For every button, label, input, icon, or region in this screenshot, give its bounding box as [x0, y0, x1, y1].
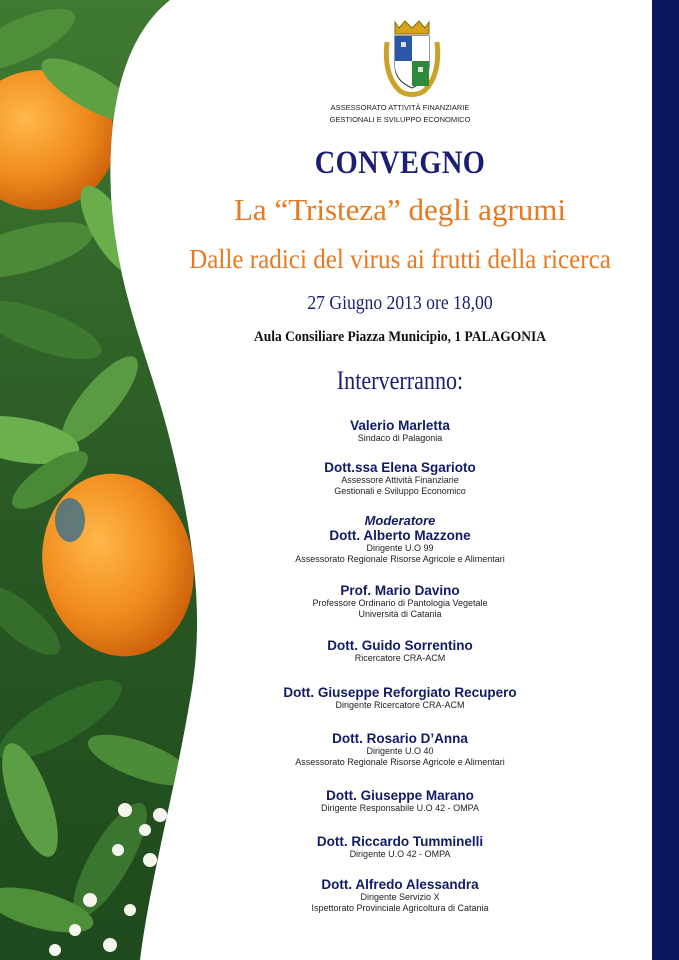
speaker-item [150, 418, 650, 444]
event-date: 27 Giugno 2013 ore 18,00 [307, 292, 493, 314]
speaker-item [150, 685, 650, 711]
speaker-role: Università di Catania [358, 609, 442, 619]
speaker-item [150, 834, 650, 860]
speaker-name: Dott. Alfredo Alessandra [321, 877, 479, 892]
speaker-item [150, 513, 650, 565]
poster-content [150, 0, 650, 960]
speaker-name: Dott. Riccardo Tumminelli [316, 834, 484, 849]
speaker-item [150, 638, 650, 664]
speaker-name: Valerio Marletta [350, 418, 450, 433]
event-venue: Aula Consiliare Piazza Municipio, 1 PALAGONIA [253, 329, 546, 345]
speaker-role: Dirigente Responsabile U.O 42 - OMPA [321, 803, 479, 813]
speaker-role: Dirigente Ricercatore CRA-ACM [335, 700, 465, 710]
org-line-1: ASSESSORATO ATTIVITÀ FINANZIARIE [330, 103, 470, 112]
speakers-heading: Interverranno: [336, 366, 464, 395]
speaker-role: Gestionali e Sviluppo Economico [334, 486, 466, 496]
speaker-role: Assessorato Regionale Risorse Agricole e Alimentari [295, 554, 505, 564]
speaker-item [150, 877, 650, 914]
event-kind: CONVEGNO [314, 145, 486, 181]
speaker-role: Dirigente U.O 40 [366, 746, 434, 756]
speaker-role: Ispettorato Provinciale Agricoltura di Catania [311, 903, 489, 913]
speaker-name: Prof. Mario Davino [340, 583, 460, 598]
side-stripe [652, 0, 679, 960]
speaker-item [150, 583, 650, 620]
speaker-role: Ricercatore CRA-ACM [354, 653, 446, 663]
speaker-name: Dott.ssa Elena Sgarioto [324, 460, 476, 475]
speaker-name: Dott. Giuseppe Marano [326, 788, 474, 803]
municipal-crest-icon [381, 20, 443, 100]
speaker-role: Sindaco di Palagonia [357, 433, 443, 443]
speaker-role: Dirigente U.O 99 [366, 543, 434, 553]
speaker-role: Professore Ordinario di Pantologia Vegetale [312, 598, 488, 608]
speaker-name: Dott. Guido Sorrentino [327, 638, 473, 653]
speaker-role: Dirigente U.O 42 - OMPA [349, 849, 451, 859]
org-line-2: GESTIONALI E SVILUPPO ECONOMICO [329, 115, 471, 124]
speaker-name: Dott. Giuseppe Reforgiato Recupero [283, 685, 517, 700]
speaker-role: Assessore Attività Finanziarie [341, 475, 459, 485]
speaker-item [150, 460, 650, 497]
moderator-label: Moderatore [364, 513, 436, 528]
speaker-item [150, 788, 650, 814]
speaker-name: Dott. Rosario D’Anna [332, 731, 468, 746]
speaker-role: Assessorato Regionale Risorse Agricole e Alimentari [295, 757, 505, 767]
speaker-role: Dirigente Servizio X [360, 892, 440, 902]
speaker-name: Dott. Alberto Mazzone [329, 528, 471, 543]
speaker-item [150, 731, 650, 768]
event-subtitle: Dalle radici del virus ai frutti della ricerca [189, 244, 611, 274]
event-title: La “Tristeza” degli agrumi [234, 192, 566, 227]
